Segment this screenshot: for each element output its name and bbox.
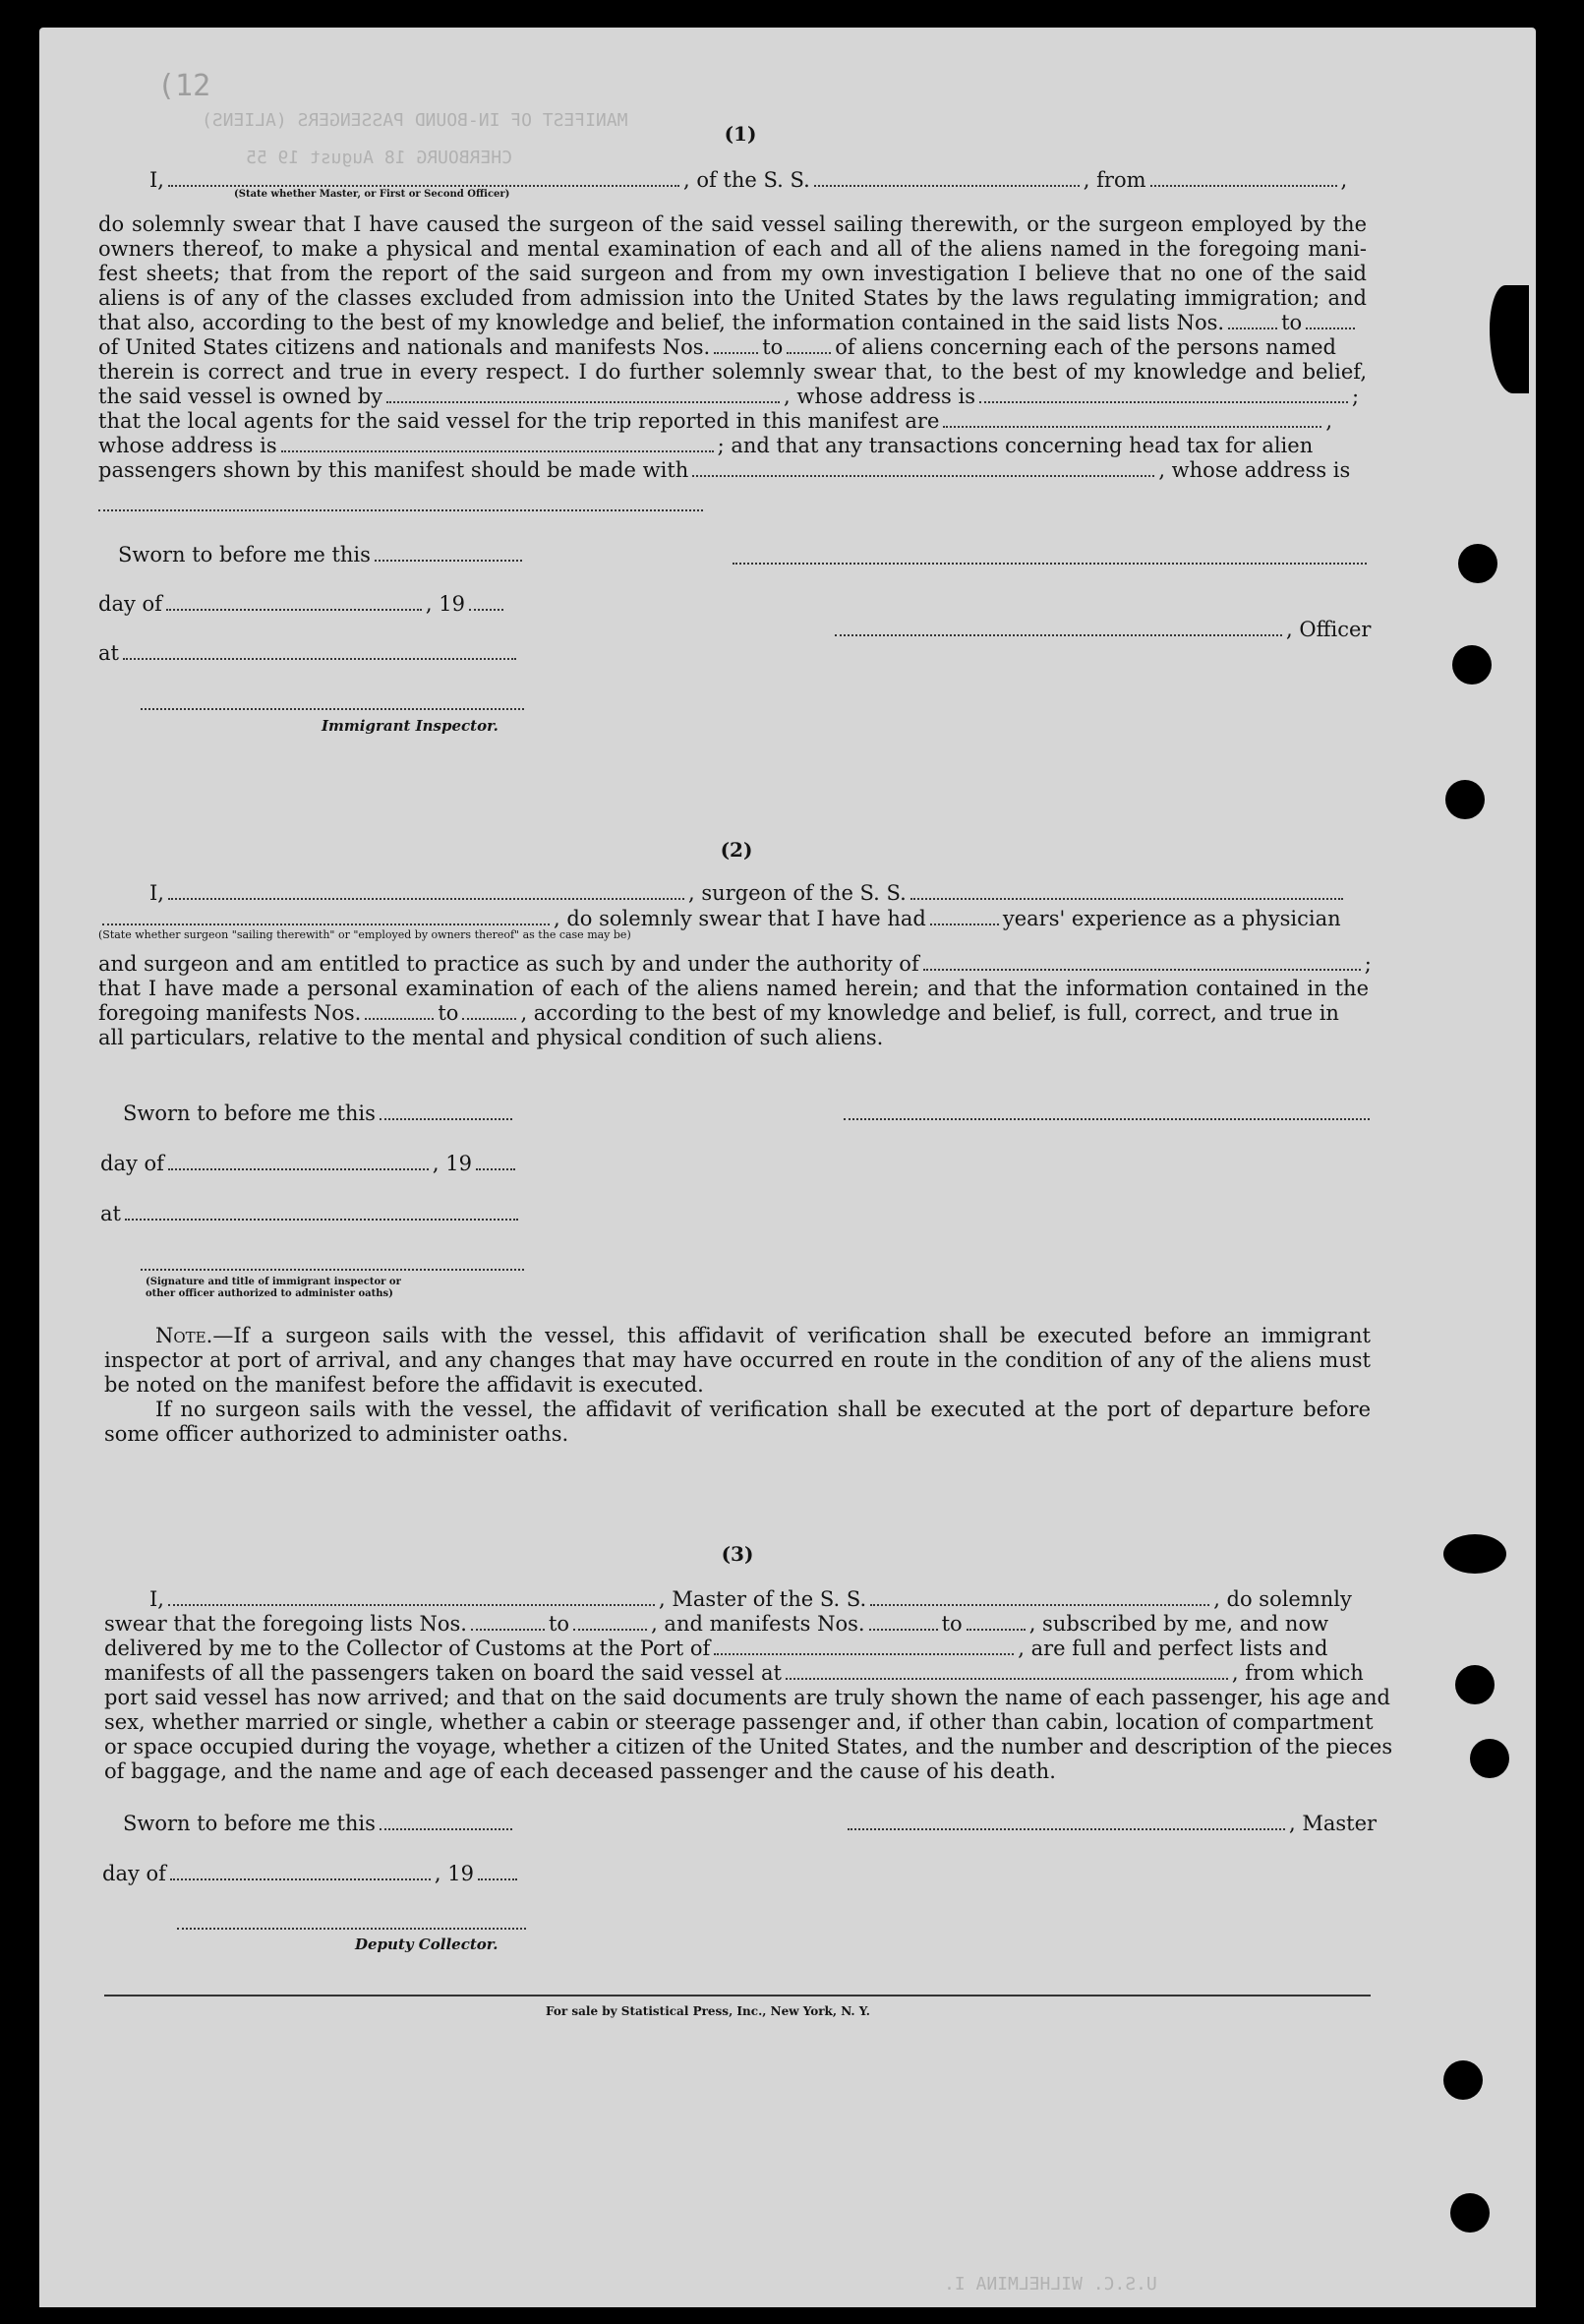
sworn-line-3 <box>123 1811 516 1836</box>
text: of United States citizens and nationals and manifests Nos. <box>98 335 711 359</box>
text: , 19 <box>432 1152 472 1175</box>
section-1-line-2: do solemnly swear that I have caused the surgeon of the said vessel sailing therewith, or the surgeon employed by the <box>98 212 1367 236</box>
lists-from-field[interactable] <box>1228 310 1277 329</box>
text: , are full and perfect lists and <box>1018 1637 1328 1660</box>
manifests-from-field[interactable] <box>714 334 758 354</box>
sworn-day-field-2[interactable] <box>380 1101 512 1120</box>
at-line-2 <box>100 1201 522 1226</box>
section-1-line-11 <box>98 433 1367 458</box>
lists-from-field-3[interactable] <box>471 1611 545 1631</box>
note-paragraph-1b: inspector at port of arrival, and any changes that may have occurred en route in the condition of any of the aliens must <box>104 1348 1371 1372</box>
lists-to-field-3[interactable] <box>573 1611 647 1631</box>
from-port-field[interactable] <box>1150 167 1337 187</box>
manifests-to-field[interactable] <box>787 334 831 354</box>
text: manifests of all the passengers taken on board the said vessel at <box>104 1661 782 1685</box>
agents-address-field[interactable] <box>281 433 714 452</box>
section-3-line-7: or space occupied during the voyage, whether a citizen of the United States, and the number and description of the pieces <box>104 1735 1393 1758</box>
text: , according to the best of my knowledge and belief, is full, correct, and true in <box>520 1001 1339 1025</box>
text: , do solemnly swear that I have had <box>554 907 926 930</box>
section-1-heading: (1) <box>724 122 757 146</box>
note-paragraph-1a <box>155 1323 1371 1348</box>
at-place-field[interactable] <box>123 640 516 660</box>
bleed-through-footer: U.S.C. WILHELMINA I. <box>944 2274 1157 2294</box>
signature-note-1: (Signature and title of immigrant inspector or <box>146 1277 401 1287</box>
label-from: , from <box>1083 168 1146 192</box>
sworn-day-field[interactable] <box>375 542 522 562</box>
text: foregoing manifests Nos. <box>98 1001 362 1025</box>
lists-to-field[interactable] <box>1306 310 1355 329</box>
section-2-line-4: that I have made a personal examination of each of the aliens named herein; and that the information contained in the <box>98 977 1369 1000</box>
section-3-line-6: sex, whether married or single, whether a cabin or steerage passenger and, if other than cabin, location of compartment <box>104 1710 1374 1734</box>
month-field[interactable] <box>166 591 422 611</box>
punch-hole <box>1452 645 1492 685</box>
section-3-line-3 <box>104 1636 1371 1661</box>
day-line-3 <box>102 1861 521 1886</box>
section-1-line-6 <box>98 310 1367 335</box>
comma: , <box>1340 168 1348 192</box>
years-field[interactable] <box>930 906 999 925</box>
text: , subscribed by me, and now <box>1028 1612 1329 1636</box>
text: Sworn to before me this <box>118 543 371 566</box>
surgeon-name-field[interactable] <box>168 880 684 900</box>
text: , Officer <box>1286 618 1372 641</box>
text: , whose address is <box>784 385 975 408</box>
section-1-line-5: aliens is of any of the classes excluded from admission into the United States by the laws regulating immigration; and <box>98 286 1367 310</box>
text: to <box>1281 311 1303 334</box>
text: that the local agents for the said vessel for the trip reported in this manifest are <box>98 409 940 433</box>
year-field-2[interactable] <box>476 1151 515 1170</box>
text: of aliens concerning each of the persons named <box>835 335 1336 359</box>
surgeon-status-note: (State whether surgeon "sailing therewith" or "employed by owners thereof" as the case may be) <box>98 928 631 941</box>
owner-field[interactable] <box>386 384 780 403</box>
note-label: Note. <box>155 1324 213 1347</box>
section-2-line-3 <box>98 951 1372 977</box>
pronoun-i: I, <box>149 168 164 192</box>
text: day of <box>102 1862 166 1885</box>
inspector-caption: Immigrant Inspector. <box>322 717 499 735</box>
surgeon-signature-field[interactable] <box>844 1118 1370 1120</box>
text: ; <box>1352 385 1360 408</box>
section-1-line-12 <box>98 457 1367 483</box>
text: passengers shown by this manifest should be made with <box>98 458 689 482</box>
bleed-through-stamp: (12 <box>157 69 211 103</box>
head-tax-address-field[interactable] <box>98 509 703 511</box>
section-1-line-3: owners thereof, to make a physical and mental examination of each and all of the aliens named in the foregoing mani- <box>98 237 1367 261</box>
sworn-line-1 <box>118 542 526 567</box>
text: , do solemnly <box>1213 1587 1352 1611</box>
month-field-3[interactable] <box>170 1861 431 1880</box>
text: , Master <box>1289 1812 1378 1835</box>
text: , from which <box>1231 1661 1364 1685</box>
text: to <box>941 1612 963 1636</box>
punch-hole <box>1470 1739 1509 1778</box>
master-signature-field[interactable] <box>848 1811 1285 1830</box>
officer-signature-field[interactable] <box>733 563 1367 565</box>
section-3-line-2 <box>104 1611 1371 1637</box>
section-2-line-5 <box>98 1000 1369 1026</box>
section-3-line-4 <box>104 1660 1371 1686</box>
section-1-line-10 <box>98 408 1367 434</box>
officer-note: (State whether Master, or First or Second Officer) <box>234 189 510 200</box>
punch-hole <box>1458 544 1497 583</box>
collector-caption: Deputy Collector. <box>355 1936 499 1953</box>
agents-field[interactable] <box>943 408 1321 428</box>
text: , 19 <box>434 1862 474 1885</box>
text: and surgeon and am entitled to practice as such by and under the authority of <box>98 952 919 976</box>
text: , <box>1325 409 1333 433</box>
punch-hole <box>1443 2060 1483 2100</box>
text: —If a surgeon sails with the vessel, this affidavit of verification shall be executed before an immigrant <box>212 1324 1371 1347</box>
manifests-to-field-3[interactable] <box>967 1611 1026 1631</box>
officer-name-field[interactable] <box>168 167 679 187</box>
day-line-2 <box>100 1151 519 1176</box>
punch-hole <box>1450 2193 1490 2233</box>
section-3-heading: (3) <box>721 1542 754 1566</box>
section-3-line-8: of baggage, and the name and age of each deceased passenger and the cause of his death. <box>104 1759 1056 1783</box>
text: the said vessel is owned by <box>98 385 383 408</box>
text: delivered by me to the Collector of Customs at the Port of <box>104 1637 711 1660</box>
section-3-line-5: port said vessel has now arrived; and that on the said documents are truly shown the name of each passenger, his age and <box>104 1686 1390 1709</box>
text: to <box>548 1612 570 1636</box>
head-tax-contact-field[interactable] <box>692 457 1154 477</box>
punch-hole <box>1445 780 1485 819</box>
note-paragraph-1c: be noted on the manifest before the affidavit is executed. <box>104 1373 704 1397</box>
officer-title-field[interactable] <box>835 617 1282 636</box>
section-2-line-6: all particulars, relative to the mental and physical condition of such aliens. <box>98 1026 884 1049</box>
text: , Master of the S. S. <box>658 1587 867 1611</box>
note-paragraph-2a: If no surgeon sails with the vessel, the affidavit of verification shall be executed at the port of departure before <box>155 1398 1371 1421</box>
text: Sworn to before me this <box>123 1812 376 1835</box>
bleed-through-header-date: CHERBOURG 18 August 19 55 <box>246 148 512 168</box>
text: ; and that any transactions concerning head tax for alien <box>717 434 1314 457</box>
sworn-line-2 <box>123 1101 516 1126</box>
master-signature-line <box>844 1811 1377 1836</box>
at-line-1 <box>98 640 520 666</box>
text: years' experience as a physician <box>1002 907 1341 930</box>
authority-field[interactable] <box>923 951 1361 971</box>
embark-port-field[interactable] <box>786 1660 1228 1680</box>
text: at <box>100 1202 121 1225</box>
section-1-line-8: therein is correct and true in every respect. I do further solemnly swear that, to the best of my knowledge and belief, <box>98 360 1367 384</box>
year-field-3[interactable] <box>478 1861 517 1880</box>
manifests-from-field-2[interactable] <box>365 1000 434 1020</box>
section-3-line-1 <box>149 1586 1371 1612</box>
manifests-from-field-3[interactable] <box>869 1611 938 1631</box>
text: to <box>762 335 784 359</box>
text: I, <box>149 881 164 905</box>
text: , 19 <box>425 592 465 616</box>
section-1-line-9 <box>98 384 1367 409</box>
text: , whose address is <box>1158 458 1351 482</box>
text: to <box>438 1001 459 1025</box>
section-2-heading: (2) <box>720 838 753 862</box>
text: Sworn to before me this <box>123 1102 376 1125</box>
surgeon-status-field[interactable] <box>102 906 550 925</box>
master-name-field[interactable] <box>168 1586 655 1606</box>
bleed-through-header: MANIFEST OF IN-BOUND PASSENGERS (ALIENS) <box>202 110 628 131</box>
label-of-ss: , of the S. S. <box>682 168 810 192</box>
note-paragraph-2b: some officer authorized to administer oaths. <box>104 1422 569 1446</box>
signature-note-2: other officer authorized to administer oaths) <box>146 1288 393 1299</box>
text: ; <box>1364 952 1372 976</box>
text: that also, according to the best of my knowledge and belief, the information contained in the said lists Nos. <box>98 311 1225 334</box>
punch-hole <box>1455 1665 1495 1704</box>
port-field[interactable] <box>714 1636 1014 1655</box>
officer-line <box>831 617 1371 642</box>
text: , surgeon of the S. S. <box>687 881 907 905</box>
printer-footer: For sale by Statistical Press, Inc., New York, N. Y. <box>546 2004 870 2018</box>
day-line-1 <box>98 591 507 617</box>
text: day of <box>98 592 162 616</box>
text: day of <box>100 1152 164 1175</box>
footer-rule <box>104 1995 1371 1996</box>
year-field[interactable] <box>469 591 503 611</box>
master-vessel-field[interactable] <box>870 1586 1209 1606</box>
collector-signature-field[interactable] <box>177 1928 526 1930</box>
text: whose address is <box>98 434 277 457</box>
sworn-day-field-3[interactable] <box>380 1811 512 1830</box>
surgeon-vessel-field[interactable] <box>910 880 1343 900</box>
owner-address-field[interactable] <box>979 384 1348 403</box>
section-1-line-7 <box>98 334 1367 360</box>
manifests-to-field-2[interactable] <box>462 1000 516 1020</box>
inspector-signature-field-2[interactable] <box>141 1269 524 1271</box>
vessel-name-field[interactable] <box>814 167 1080 187</box>
month-field-2[interactable] <box>168 1151 429 1170</box>
text: , and manifests Nos. <box>651 1612 865 1636</box>
punch-hole <box>1443 1534 1506 1574</box>
section-1-line-4: fest sheets; that from the report of the said surgeon and from my own investigation I believe that no one of the said <box>98 262 1367 285</box>
section-2-line-1 <box>149 880 1347 906</box>
text: swear that the foregoing lists Nos. <box>104 1612 467 1636</box>
text: at <box>98 641 119 665</box>
at-place-field-2[interactable] <box>125 1201 518 1221</box>
inspector-signature-field[interactable] <box>141 708 524 710</box>
text: I, <box>149 1587 164 1611</box>
